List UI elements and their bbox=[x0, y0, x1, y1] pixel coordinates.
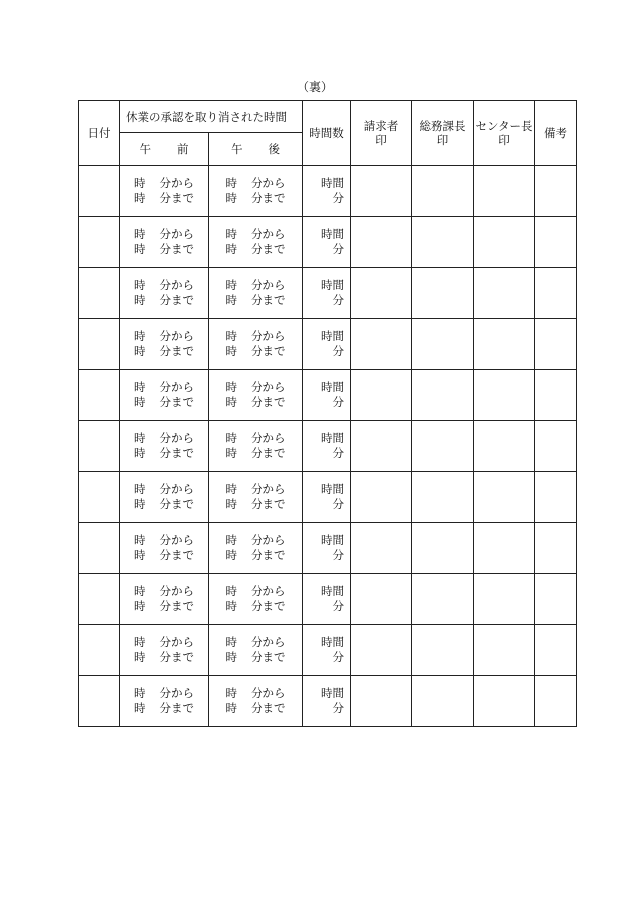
date-cell[interactable] bbox=[79, 472, 120, 523]
pm-time-cell[interactable] bbox=[209, 625, 303, 676]
pm-time-cell[interactable] bbox=[209, 268, 303, 319]
requester-stamp-cell[interactable] bbox=[351, 370, 412, 421]
minutes-label: 分 bbox=[332, 344, 344, 358]
pm-time-cell-to: 時 分まで bbox=[225, 242, 286, 256]
am-time-cell[interactable] bbox=[120, 319, 209, 370]
general-affairs-stamp-cell[interactable] bbox=[412, 625, 474, 676]
am-time-cell-to: 時 分まで bbox=[134, 293, 194, 307]
remarks-cell[interactable] bbox=[535, 268, 577, 319]
am-time-cell-from: 時 分から bbox=[134, 278, 194, 292]
date-cell[interactable] bbox=[79, 217, 120, 268]
date-cell[interactable] bbox=[79, 421, 120, 472]
hours-label: 時間 bbox=[321, 380, 344, 394]
center-chief-stamp-cell[interactable] bbox=[474, 217, 535, 268]
pm-time-cell-from: 時 分から bbox=[225, 584, 286, 598]
pm-time-cell-to: 時 分まで bbox=[225, 446, 286, 460]
pm-time-cell-from: 時 分から bbox=[225, 176, 286, 190]
header-row-top bbox=[79, 101, 577, 133]
am-time-cell-from: 時 分から bbox=[134, 686, 194, 700]
hours-label: 時間 bbox=[321, 686, 344, 700]
date-cell[interactable] bbox=[79, 625, 120, 676]
am-time-cell[interactable] bbox=[120, 217, 209, 268]
pm-time-cell-to: 時 分まで bbox=[225, 599, 286, 613]
requester-stamp-cell[interactable] bbox=[351, 166, 412, 217]
table-row bbox=[79, 676, 577, 727]
page-side-label: （裏） bbox=[296, 80, 333, 94]
center-chief-stamp-cell[interactable] bbox=[474, 421, 535, 472]
general-affairs-stamp-cell[interactable] bbox=[412, 370, 474, 421]
center-chief-stamp-cell[interactable] bbox=[474, 319, 535, 370]
am-time-cell-from: 時 分から bbox=[134, 329, 194, 343]
am-time-cell-from: 時 分から bbox=[134, 635, 194, 649]
am-time-cell-from: 時 分から bbox=[134, 533, 194, 547]
am-time-cell-from: 時 分から bbox=[134, 584, 194, 598]
requester-stamp-cell[interactable] bbox=[351, 217, 412, 268]
table-row bbox=[79, 472, 577, 523]
requester-stamp-cell[interactable] bbox=[351, 625, 412, 676]
hours-label: 時間 bbox=[321, 329, 344, 343]
am-time-cell-to: 時 分まで bbox=[134, 650, 194, 664]
header-cancelled-time: 休業の承認を取り消された時間 bbox=[120, 101, 303, 133]
am-time-cell[interactable] bbox=[120, 370, 209, 421]
header-requester-stamp bbox=[351, 101, 412, 166]
general-affairs-stamp-cell[interactable] bbox=[412, 523, 474, 574]
pm-time-cell[interactable] bbox=[209, 421, 303, 472]
pm-time-cell-from: 時 分から bbox=[225, 278, 286, 292]
pm-time-cell[interactable] bbox=[209, 472, 303, 523]
header-pm-char-1: 午 bbox=[231, 142, 243, 156]
pm-time-cell-to: 時 分まで bbox=[225, 191, 286, 205]
hours-label: 時間 bbox=[321, 533, 344, 547]
hours-cell[interactable] bbox=[303, 523, 351, 574]
remarks-cell[interactable] bbox=[535, 166, 577, 217]
am-time-cell[interactable] bbox=[120, 574, 209, 625]
pm-time-cell[interactable] bbox=[209, 523, 303, 574]
hours-label: 時間 bbox=[321, 278, 344, 292]
center-chief-stamp-cell[interactable] bbox=[474, 370, 535, 421]
leave-cancellation-table bbox=[78, 100, 577, 727]
remarks-cell[interactable] bbox=[535, 421, 577, 472]
general-affairs-stamp-cell[interactable] bbox=[412, 574, 474, 625]
header-pm-char-2: 後 bbox=[268, 142, 280, 156]
am-time-cell[interactable] bbox=[120, 166, 209, 217]
am-time-cell-to: 時 分まで bbox=[134, 191, 194, 205]
requester-stamp-cell[interactable] bbox=[351, 319, 412, 370]
requester-stamp-cell[interactable] bbox=[351, 268, 412, 319]
am-time-cell[interactable] bbox=[120, 676, 209, 727]
date-cell[interactable] bbox=[79, 268, 120, 319]
requester-stamp-cell[interactable] bbox=[351, 472, 412, 523]
am-time-cell[interactable] bbox=[120, 625, 209, 676]
date-cell[interactable] bbox=[79, 676, 120, 727]
pm-time-cell-from: 時 分から bbox=[225, 380, 286, 394]
pm-time-cell-to: 時 分まで bbox=[225, 395, 286, 409]
am-time-cell-from: 時 分から bbox=[134, 380, 194, 394]
header-pm bbox=[209, 133, 303, 166]
minutes-label: 分 bbox=[332, 446, 344, 460]
general-affairs-stamp-cell[interactable] bbox=[412, 166, 474, 217]
requester-stamp-cell[interactable] bbox=[351, 523, 412, 574]
hours-cell[interactable] bbox=[303, 574, 351, 625]
hours-label: 時間 bbox=[321, 482, 344, 496]
pm-time-cell-to: 時 分まで bbox=[225, 344, 286, 358]
date-cell[interactable] bbox=[79, 574, 120, 625]
table-row bbox=[79, 421, 577, 472]
hours-cell[interactable] bbox=[303, 421, 351, 472]
pm-time-cell-to: 時 分まで bbox=[225, 701, 286, 715]
general-affairs-stamp-cell[interactable] bbox=[412, 676, 474, 727]
minutes-label: 分 bbox=[332, 548, 344, 562]
table-row bbox=[79, 217, 577, 268]
remarks-cell[interactable] bbox=[535, 217, 577, 268]
table-row bbox=[79, 319, 577, 370]
header-remarks: 備考 bbox=[535, 101, 577, 166]
am-time-cell-from: 時 分から bbox=[134, 482, 194, 496]
pm-time-cell[interactable] bbox=[209, 319, 303, 370]
general-affairs-stamp-cell[interactable] bbox=[412, 217, 474, 268]
remarks-cell[interactable] bbox=[535, 472, 577, 523]
remarks-cell[interactable] bbox=[535, 319, 577, 370]
am-time-cell[interactable] bbox=[120, 268, 209, 319]
hours-cell[interactable] bbox=[303, 472, 351, 523]
header-general-affairs-stamp bbox=[412, 101, 474, 166]
center-chief-stamp-cell[interactable] bbox=[474, 676, 535, 727]
header-am-char-2: 前 bbox=[177, 142, 189, 156]
minutes-label: 分 bbox=[332, 497, 344, 511]
table-row bbox=[79, 574, 577, 625]
header-center-chief-stamp bbox=[474, 101, 535, 166]
pm-time-cell-from: 時 分から bbox=[225, 686, 286, 700]
am-time-cell-to: 時 分まで bbox=[134, 548, 194, 562]
center-chief-stamp-cell[interactable] bbox=[474, 166, 535, 217]
am-time-cell[interactable] bbox=[120, 421, 209, 472]
am-time-cell-from: 時 分から bbox=[134, 176, 194, 190]
pm-time-cell[interactable] bbox=[209, 166, 303, 217]
date-cell[interactable] bbox=[79, 319, 120, 370]
header-am bbox=[120, 133, 209, 166]
header-general-affairs-seal: 印 bbox=[436, 133, 449, 147]
am-time-cell[interactable] bbox=[120, 472, 209, 523]
pm-time-cell[interactable] bbox=[209, 217, 303, 268]
table-row bbox=[79, 370, 577, 421]
pm-time-cell[interactable] bbox=[209, 676, 303, 727]
table-row bbox=[79, 268, 577, 319]
minutes-label: 分 bbox=[332, 395, 344, 409]
minutes-label: 分 bbox=[332, 599, 344, 613]
header-date: 日付 bbox=[79, 101, 120, 166]
hours-cell[interactable] bbox=[303, 676, 351, 727]
table-row bbox=[79, 625, 577, 676]
table-row bbox=[79, 166, 577, 217]
minutes-label: 分 bbox=[332, 650, 344, 664]
am-time-cell-to: 時 分まで bbox=[134, 242, 194, 256]
am-time-cell-to: 時 分まで bbox=[134, 599, 194, 613]
pm-time-cell-from: 時 分から bbox=[225, 329, 286, 343]
general-affairs-stamp-cell[interactable] bbox=[412, 472, 474, 523]
hours-cell[interactable] bbox=[303, 166, 351, 217]
minutes-label: 分 bbox=[332, 242, 344, 256]
general-affairs-stamp-cell[interactable] bbox=[412, 319, 474, 370]
minutes-label: 分 bbox=[332, 293, 344, 307]
pm-time-cell-from: 時 分から bbox=[225, 533, 286, 547]
hours-label: 時間 bbox=[321, 227, 344, 241]
header-am-char-1: 午 bbox=[139, 142, 151, 156]
am-time-cell-from: 時 分から bbox=[134, 227, 194, 241]
center-chief-stamp-cell[interactable] bbox=[474, 472, 535, 523]
hours-cell[interactable] bbox=[303, 370, 351, 421]
header-general-affairs-label: 総務課長 bbox=[419, 119, 466, 133]
hours-cell[interactable] bbox=[303, 217, 351, 268]
hours-label: 時間 bbox=[321, 635, 344, 649]
general-affairs-stamp-cell[interactable] bbox=[412, 268, 474, 319]
date-cell[interactable] bbox=[79, 523, 120, 574]
pm-time-cell-to: 時 分まで bbox=[225, 293, 286, 307]
header-hours: 時間数 bbox=[303, 101, 351, 166]
pm-time-cell-to: 時 分まで bbox=[225, 650, 286, 664]
table-row bbox=[79, 523, 577, 574]
remarks-cell[interactable] bbox=[535, 625, 577, 676]
hours-label: 時間 bbox=[321, 431, 344, 445]
am-time-cell-to: 時 分まで bbox=[134, 701, 194, 715]
center-chief-stamp-cell[interactable] bbox=[474, 625, 535, 676]
am-time-cell-to: 時 分まで bbox=[134, 497, 194, 511]
header-center-chief-seal: 印 bbox=[498, 133, 510, 147]
pm-time-cell-from: 時 分から bbox=[225, 431, 286, 445]
hours-cell[interactable] bbox=[303, 319, 351, 370]
minutes-label: 分 bbox=[332, 191, 344, 205]
remarks-cell[interactable] bbox=[535, 676, 577, 727]
pm-time-cell-to: 時 分まで bbox=[225, 548, 286, 562]
pm-time-cell[interactable] bbox=[209, 370, 303, 421]
pm-time-cell-from: 時 分から bbox=[225, 227, 286, 241]
remarks-cell[interactable] bbox=[535, 370, 577, 421]
pm-time-cell-from: 時 分から bbox=[225, 635, 286, 649]
requester-stamp-cell[interactable] bbox=[351, 676, 412, 727]
am-time-cell[interactable] bbox=[120, 523, 209, 574]
hours-label: 時間 bbox=[321, 176, 344, 190]
pm-time-cell[interactable] bbox=[209, 574, 303, 625]
pm-time-cell-to: 時 分まで bbox=[225, 497, 286, 511]
hours-cell[interactable] bbox=[303, 625, 351, 676]
date-cell[interactable] bbox=[79, 166, 120, 217]
header-requester-seal: 印 bbox=[375, 133, 387, 147]
hours-label: 時間 bbox=[321, 584, 344, 598]
am-time-cell-to: 時 分まで bbox=[134, 395, 194, 409]
pm-time-cell-from: 時 分から bbox=[225, 482, 286, 496]
am-time-cell-to: 時 分まで bbox=[134, 344, 194, 358]
header-requester-label: 請求者 bbox=[363, 119, 399, 133]
am-time-cell-from: 時 分から bbox=[134, 431, 194, 445]
am-time-cell-to: 時 分まで bbox=[134, 446, 194, 460]
header-center-chief-label: センター長 bbox=[475, 119, 533, 133]
remarks-cell[interactable] bbox=[535, 523, 577, 574]
remarks-cell[interactable] bbox=[535, 574, 577, 625]
requester-stamp-cell[interactable] bbox=[351, 421, 412, 472]
center-chief-stamp-cell[interactable] bbox=[474, 268, 535, 319]
date-cell[interactable] bbox=[79, 370, 120, 421]
center-chief-stamp-cell[interactable] bbox=[474, 523, 535, 574]
hours-cell[interactable] bbox=[303, 268, 351, 319]
center-chief-stamp-cell[interactable] bbox=[474, 574, 535, 625]
requester-stamp-cell[interactable] bbox=[351, 574, 412, 625]
general-affairs-stamp-cell[interactable] bbox=[412, 421, 474, 472]
minutes-label: 分 bbox=[332, 701, 344, 715]
